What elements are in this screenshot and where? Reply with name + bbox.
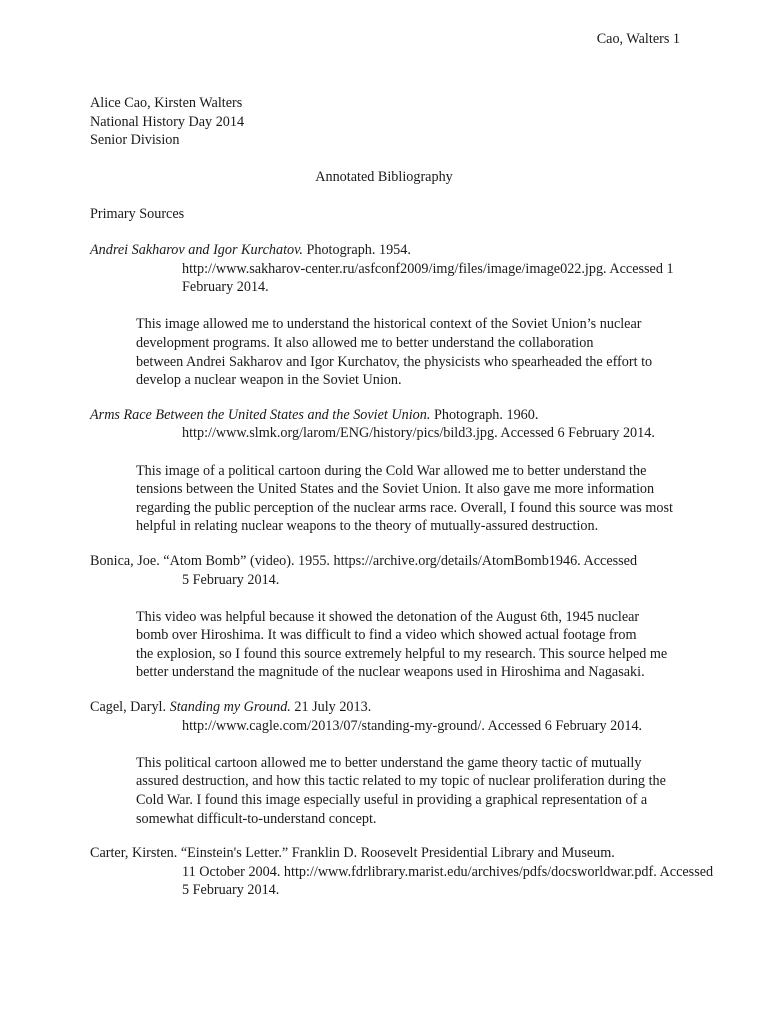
citation-line: 5 February 2014. <box>182 882 280 899</box>
annotation <box>90 315 730 389</box>
citation-line: http://www.cagle.com/2013/07/standing-my-ground/. Accessed 6 February 2014. <box>182 717 643 734</box>
annotation-line: This political cartoon allowed me to better understand the game theory tactic of mutually <box>136 754 642 771</box>
citation-author: Carter, Kirsten. <box>90 845 181 862</box>
citation <box>90 406 730 443</box>
annotation-line: the explosion, so I found this source extremely helpful to my research. This source helped me <box>136 645 668 662</box>
annotation-line: development programs. It also allowed me to better understand the collaboration <box>136 334 594 351</box>
citation <box>90 552 730 589</box>
bibliography-entry <box>90 241 730 390</box>
annotation-line: This image of a political cartoon during the Cold War allowed me to better understand the <box>136 462 647 479</box>
annotation-line: Cold War. I found this image especially useful in providing a graphical representation of a <box>136 792 648 809</box>
annotation <box>90 608 730 682</box>
citation-details: Photograph. 1954. <box>302 242 411 258</box>
annotation-line: between Andrei Sakharov and Igor Kurchatov, the physicists who spearheaded the effort to <box>136 353 653 370</box>
author-names: Alice Cao, Kirsten Walters <box>90 95 243 111</box>
citation-details: “Einstein's Letter.” Franklin D. Roosevelt Presidential Library and Museum. <box>180 845 615 862</box>
citation <box>90 698 730 735</box>
bibliography-entry <box>90 406 730 536</box>
event-name: National History Day 2014 <box>90 113 245 130</box>
citation-title: Standing my Ground. <box>169 699 291 716</box>
annotation-line: somewhat difficult-to-understand concept. <box>136 810 377 827</box>
annotation-line: regarding the public perception of the nuclear arms race. Overall, I found this source was most <box>136 499 673 516</box>
citation-line: 5 February 2014. <box>182 571 280 588</box>
citation <box>90 241 730 297</box>
citation-title: Arms Race Between the United States and the Soviet Union. <box>90 406 431 423</box>
bibliography-list <box>90 241 730 916</box>
citation-author: Cagel, Daryl. <box>90 699 170 716</box>
bibliography-entry <box>90 698 730 828</box>
citation-line: 11 October 2004. http://www.fdrlibrary.marist.edu/archives/pdfs/docsworldwar.pdf. Accessed <box>182 863 714 880</box>
bibliography-entry <box>90 844 730 900</box>
annotation <box>90 462 730 536</box>
annotation-line: This image allowed me to understand the historical context of the Soviet Union’s nuclear <box>136 316 642 333</box>
bibliography-entry <box>90 552 730 682</box>
citation-author: Bonica, Joe. <box>90 552 164 569</box>
annotation-line: helpful in relating nuclear weapons to the theory of mutually-assured destruction. <box>136 518 599 535</box>
annotation-line: bomb over Hiroshima. It was difficult to find a video which showed actual footage from <box>136 627 637 644</box>
citation <box>90 844 730 900</box>
citation-title: Andrei Sakharov and Igor Kurchatov. <box>90 242 303 258</box>
division-name: Senior Division <box>90 132 180 149</box>
citation-line: http://www.slmk.org/larom/ENG/history/pics/bild3.jpg. Accessed 6 February 2014. <box>182 425 655 442</box>
annotation-line: This video was helpful because it showed the detonation of the August 6th, 1945 nuclear <box>136 608 640 625</box>
citation-details: 21 July 2013. <box>290 699 372 716</box>
annotation-line: assured destruction, and how this tactic related to my topic of nuclear proliferation during the <box>136 773 666 790</box>
citation-line: February 2014. <box>182 279 269 296</box>
citation-details: “Atom Bomb” (video). 1955. https://archive.org/details/AtomBomb1946. Accessed <box>163 552 638 569</box>
page-title: Annotated Bibliography <box>315 169 453 185</box>
annotation <box>90 754 730 828</box>
author-block <box>90 94 244 150</box>
running-head: Cao, Walters 1 <box>596 31 680 47</box>
citation-line: http://www.sakharov-center.ru/asfconf2009/img/files/image/image022.jpg. Accessed 1 <box>182 260 674 277</box>
annotation-line: develop a nuclear weapon in the Soviet Union. <box>136 372 402 389</box>
annotation-line: better understand the magnitude of the nuclear weapons used in Hiroshima and Nagasaki. <box>136 664 645 681</box>
section-heading: Primary Sources <box>90 206 185 222</box>
citation-details: Photograph. 1960. <box>430 406 539 423</box>
annotation-line: tensions between the United States and the Soviet Union. It also gave me more information <box>136 481 655 498</box>
